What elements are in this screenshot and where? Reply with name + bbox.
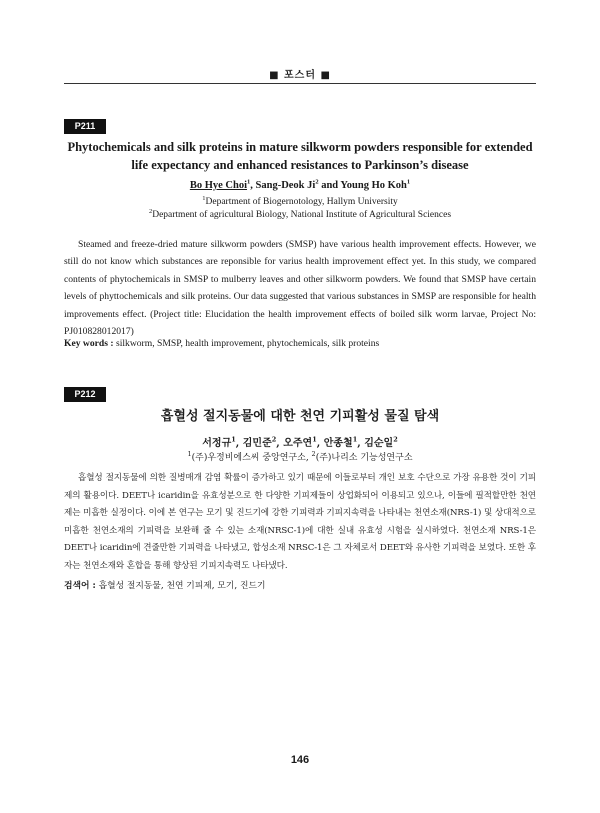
p211-keywords: [64, 338, 536, 349]
page-number: 146: [290, 754, 310, 766]
p212-affiliation-text: (주)우정비에스씨 중앙연구소,: [191, 453, 312, 463]
p211-author-name: Young Ho Koh: [340, 180, 407, 191]
p211-author-sup: 1: [247, 178, 251, 186]
p212-author-name: 안종철: [323, 438, 353, 449]
poster-tag-p211: P211: [64, 119, 106, 134]
p211-affiliation-sup: 2: [148, 207, 153, 215]
p211-affiliation-sup: 1: [202, 194, 206, 202]
p212-author-sep: ,: [316, 438, 324, 449]
p211-affiliations: [64, 196, 536, 222]
p212-title: 흡혈성 절지동물에 대한 천연 기피활성 물질 탐색: [160, 409, 440, 424]
p212-author-name: 김민준: [242, 438, 272, 449]
p212-author-sep: ,: [235, 438, 243, 449]
p212-author-sup: 1: [312, 435, 317, 444]
p212-abstract: 흡혈성 절지동물에 의한 질병매개 감염 확률이 증가하고 있기 때문에 이들로부터 개인 보호 수단으로 가장 유용한 것이 기피제의 활용이다. DEET나 icaridin을 유효성분으로 한 다양한 기피제들이 상업화되어 이용되고 있으나, 이들에 필적할만한 천연제는 미흡한 실정이다. 이에 본 연구는 모기 및 진드기에 강한 기피력과 기피지속력을 나타내는 천연소재(NRS-1) 및 상대적으로 미흡한 천연소재의 기피력을 보완해 줄 수 있는 소재(NRSC-1)에 대한 실내 유효성 시험을 실시하였다. 천연소재 NRS-1은 DEET나 icaridin에 견줄만한 기피력을 나타냈고, 합성소재 NRSC-1은 그 자체로서 DEET와 유사한 기피력을 보였다. 또한 후자는 천연소재와 혼합을 통해 향상된 기피지속력도 나타냈다.: [64, 473, 536, 571]
p212-keywords: [64, 578, 536, 591]
header-rule: [64, 83, 536, 84]
p212-affiliation-sup: 1: [187, 450, 192, 458]
p211-affiliation-text: Department of Biogernotology, Hallym University: [205, 197, 398, 207]
p212-authors: [64, 434, 536, 449]
p211-author-sup: 2: [315, 178, 319, 186]
p212-affiliation: [187, 450, 312, 463]
p212-author-name: 오주연: [283, 438, 313, 449]
p211-affiliation: [64, 209, 536, 222]
p211-keywords-label: Key words :: [64, 338, 114, 349]
p211-author-sup: 1: [406, 178, 411, 186]
p211-keywords-text: silkworm, SMSP, health improvement, phytochemicals, silk proteins: [113, 338, 380, 349]
p211-author-sep: ,: [250, 180, 256, 191]
p212-author-sup: 2: [393, 435, 398, 444]
p211-affiliation: [64, 196, 536, 209]
p211-authors: [64, 180, 536, 191]
p212-author-sup: 1: [231, 435, 236, 444]
p211-author-name: Sang-Deok Ji: [255, 180, 316, 191]
p211-author-sep: and: [318, 180, 341, 191]
p212-author-sep: ,: [276, 438, 284, 449]
p211-abstract: Steamed and freeze-dried mature silkworm powders (SMSP) have various health improvement effects. However, we still do not know which substances are reponsible for varius health improvement effect yet. In this study, we compared contents of phytochemicals in SMSP to mulberry leaves and other silkworm powders. We found that SMSP have certain levels of phyttochemicals and silk proteins. Our data suggested that various substances in SMSP are responsible for health improvements effect. (Project title: Elucidation the health improvement effects of boiled silk worm larvae, Project No: PJ010828012017): [64, 239, 536, 338]
p212-author-sup: 1: [352, 435, 358, 444]
p212-affiliations: [64, 450, 536, 463]
p212-affiliation-text: (주)나리소 기능성연구소: [315, 453, 413, 463]
p212-author-sup: 2: [271, 435, 277, 444]
poster-tag-p212: P212: [64, 387, 106, 402]
p211-author-name: Bo Hye Choi: [189, 180, 248, 191]
p211-affiliation-text: Department of agricultural Biology, National Institute of Agricultural Sciences: [152, 210, 452, 220]
p211-title: Phytochemicals and silk proteins in mature silkworm powders responsible for extended life expectancy and enhanced resistances to Parkinson’s disease: [67, 140, 533, 172]
p212-author-name: 서정규: [202, 438, 232, 449]
p212-keywords-text: 흡혈성 절지동물, 천연 기피제, 모기, 진드기: [95, 581, 266, 591]
p212-affiliation: [311, 450, 413, 463]
section-header: ■ 포스터 ■: [269, 70, 331, 81]
p212-keywords-label: 검색어 :: [64, 581, 96, 591]
p212-author-sep: ,: [357, 438, 365, 449]
p212-affiliation-sup: 2: [311, 450, 316, 458]
p212-author-name: 김순일: [364, 438, 394, 449]
